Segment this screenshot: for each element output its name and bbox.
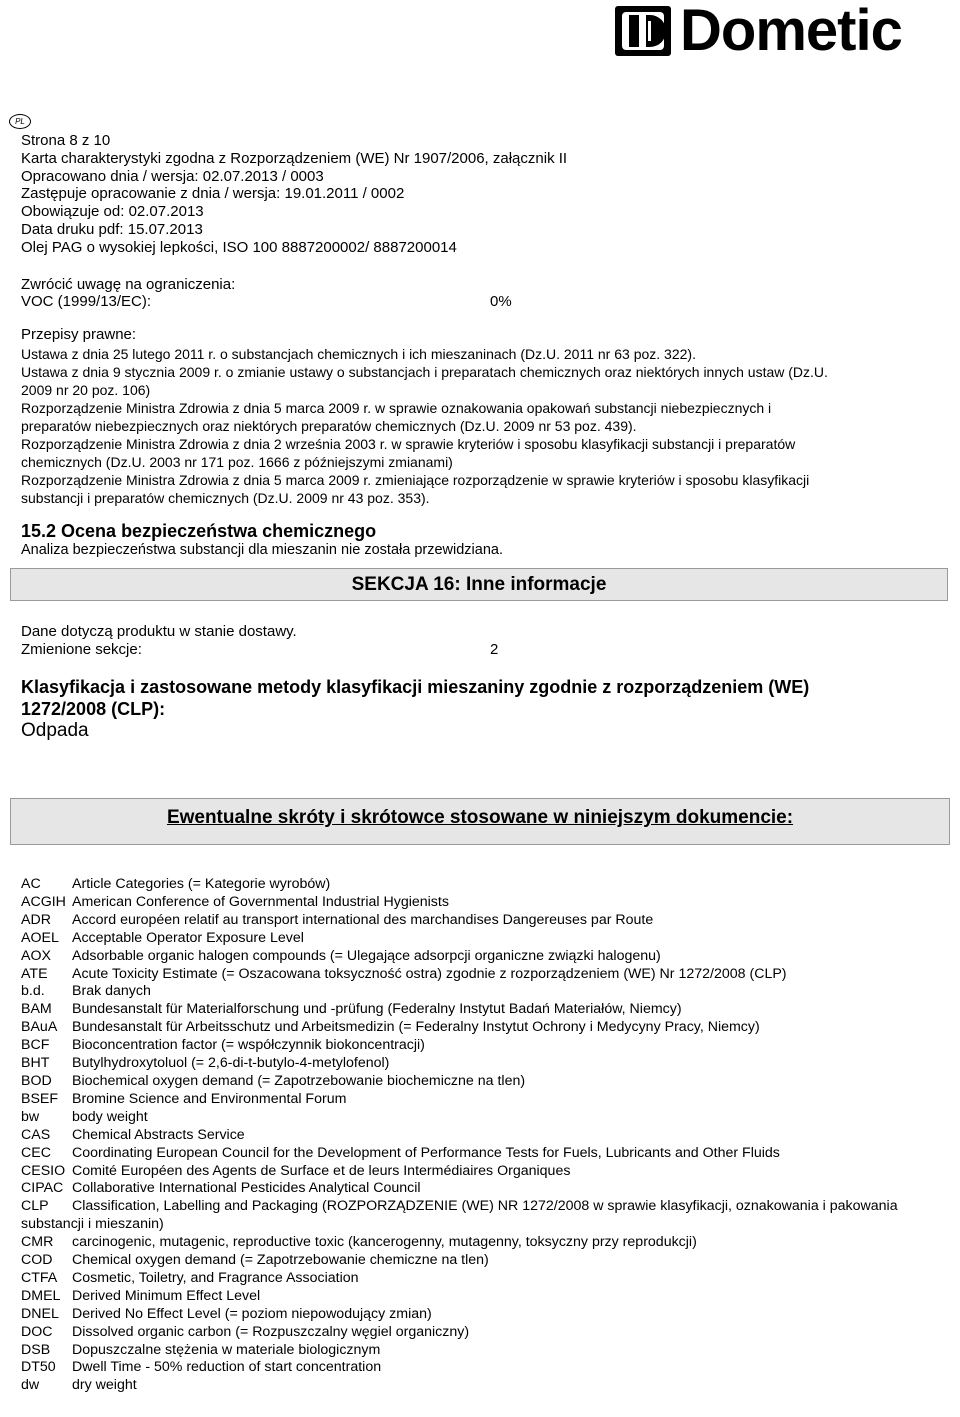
brand-name: Dometic bbox=[680, 0, 902, 63]
regulation-line: 2009 nr 20 poz. 106) bbox=[21, 382, 151, 398]
abbreviation-definition: Bundesanstalt für Materialforschung und -prüfung (Federalny Instytut Badań Materiałów, Niemcy) bbox=[72, 1001, 682, 1018]
abbreviation-term: ADR bbox=[21, 911, 51, 928]
abbreviation-term: CESIO bbox=[21, 1162, 66, 1179]
regulation-line: Rozporządzenie Ministra Zdrowia z dnia 5 marca 2009 r. w sprawie oznakowania opakowań substancji niebezpiecznych i bbox=[21, 400, 772, 416]
regulation-line: Rozporządzenie Ministra Zdrowia z dnia 5 marca 2009 r. zmieniające rozporządzenie w sprawie kryteriów i sposobu klasyfikacji bbox=[21, 472, 810, 488]
abbreviation-definition: Dissolved organic carbon (= Rozpuszczalny węgiel organiczny) bbox=[72, 1323, 470, 1340]
abbreviation-row bbox=[21, 1252, 941, 1270]
abbreviation-definition: Acceptable Operator Exposure Level bbox=[72, 929, 304, 946]
regulation-line: Ustawa z dnia 25 lutego 2011 r. o substancjach chemicznych i ich mieszaninach (Dz.U. 2011 nr 63 poz. 322). bbox=[21, 346, 696, 362]
abbreviation-row bbox=[21, 1109, 941, 1127]
abbreviations-header bbox=[10, 798, 950, 845]
abbreviation-term: AC bbox=[21, 876, 41, 892]
abbreviation-row bbox=[21, 1234, 941, 1252]
voc-label: VOC (1999/13/EC): bbox=[21, 293, 152, 310]
abbreviation-row bbox=[21, 1001, 941, 1019]
valid-from: Obowiązuje od: 02.07.2013 bbox=[21, 203, 204, 221]
abbreviation-definition: Comité Européen des Agents de Surface et de leurs Intermédiaires Organiques bbox=[72, 1162, 571, 1179]
abbreviation-row bbox=[21, 1091, 941, 1109]
abbreviation-definition: Article Categories (= Kategorie wyrobów) bbox=[72, 876, 331, 892]
section-15-2-heading: 15.2 Ocena bezpieczeństwa chemicznego bbox=[21, 521, 377, 541]
abbreviation-term: ACGIH bbox=[21, 893, 66, 910]
regulation-line: Rozporządzenie Ministra Zdrowia z dnia 2 września 2003 r. w sprawie kryteriów i sposobu klasyfikacji substancji i preparatów bbox=[21, 436, 796, 452]
abbreviation-term: BCF bbox=[21, 1037, 50, 1054]
changed-sections-value: 2 bbox=[490, 641, 499, 658]
abbreviation-term: DT50 bbox=[21, 1359, 56, 1376]
regulation-line: chemicznych (Dz.U. 2003 nr 171 poz. 1666 z późniejszymi zmianami) bbox=[21, 454, 453, 470]
restrictions-label: Zwrócić uwagę na ograniczenia: bbox=[21, 276, 236, 293]
abbreviation-term: BAM bbox=[21, 1001, 52, 1018]
abbreviation-term: AOEL bbox=[21, 929, 59, 946]
legal-regulations bbox=[21, 345, 941, 507]
abbreviation-row bbox=[21, 966, 941, 984]
abbreviation-list bbox=[21, 876, 941, 1395]
abbreviation-row bbox=[21, 1359, 941, 1377]
abbreviation-row bbox=[21, 1055, 941, 1073]
abbreviation-term: CIPAC bbox=[21, 1180, 64, 1197]
abbreviation-row bbox=[21, 1270, 941, 1288]
abbreviation-term: BAuA bbox=[21, 1019, 58, 1036]
language-badge: PL bbox=[9, 114, 31, 129]
section-16-header bbox=[10, 568, 948, 601]
abbreviation-row bbox=[21, 1180, 941, 1198]
abbreviation-row bbox=[21, 948, 941, 966]
abbreviation-row bbox=[21, 1324, 941, 1342]
abbreviation-term: BSEF bbox=[21, 1090, 59, 1107]
regulation-line: Ustawa z dnia 9 stycznia 2009 r. o zmianie ustawy o substancjach i preparatach chemicznych oraz niektórych innych ustaw (Dz.U. bbox=[21, 364, 828, 380]
abbreviation-definition: Chemical oxygen demand (= Zapotrzebowanie chemiczne na tlen) bbox=[72, 1252, 489, 1269]
regulation-line: substancji i preparatów chemicznych (Dz.U. 2009 nr 43 poz. 353). bbox=[21, 490, 430, 506]
abbreviation-term: AOX bbox=[21, 947, 51, 964]
abbreviation-term: DNEL bbox=[21, 1305, 59, 1322]
abbreviation-term: dw bbox=[21, 1377, 40, 1394]
abbreviation-definition: Cosmetic, Toiletry, and Fragrance Association bbox=[72, 1269, 359, 1286]
abbreviation-row bbox=[21, 1306, 941, 1324]
product-state-note: Dane dotyczą produktu w stanie dostawy. bbox=[21, 623, 297, 640]
abbreviation-term: ATE bbox=[21, 965, 48, 982]
page-number: Strona 8 z 10 bbox=[21, 132, 111, 149]
abbreviation-term: DOC bbox=[21, 1323, 53, 1340]
abbreviation-row bbox=[21, 1127, 941, 1145]
abbreviation-row bbox=[21, 1342, 941, 1360]
abbreviation-row bbox=[21, 1377, 941, 1395]
abbreviation-row bbox=[21, 876, 941, 894]
abbreviation-definition: Accord européen relatif au transport international des marchandises Dangereuses par Route bbox=[72, 911, 654, 928]
voc-value: 0% bbox=[490, 293, 512, 310]
changed-sections-label: Zmienione sekcje: bbox=[21, 641, 142, 658]
classification-heading-line: Klasyfikacja i zastosowane metody klasyfikacji mieszaniny zgodnie z rozporządzeniem (WE) bbox=[21, 677, 810, 697]
abbreviation-definition: Derived No Effect Level (= poziom niepowodujący zmian) bbox=[72, 1305, 432, 1322]
abbreviation-row bbox=[21, 1037, 941, 1055]
abbreviation-row bbox=[21, 1073, 941, 1091]
abbreviation-definition: Derived Minimum Effect Level bbox=[72, 1287, 261, 1304]
abbreviation-definition: Bromine Science and Environmental Forum bbox=[72, 1090, 347, 1107]
abbreviation-definition: Biochemical oxygen demand (= Zapotrzebowanie biochemiczne na tlen) bbox=[72, 1072, 526, 1089]
abbreviation-definition: Dopuszczalne stężenia w materiale biologicznym bbox=[72, 1341, 381, 1358]
abbreviation-definition: dry weight bbox=[72, 1377, 137, 1394]
abbreviation-term: BOD bbox=[21, 1072, 52, 1089]
product-name: Olej PAG o wysokiej lepkości, ISO 100 8887200002/ 8887200014 bbox=[21, 238, 457, 256]
revision-date: Opracowano dnia / wersja: 02.07.2013 / 0003 bbox=[21, 167, 324, 185]
section-15-2-text: Analiza bezpieczeństwa substancji dla mieszanin nie została przewidziana. bbox=[21, 542, 503, 558]
abbreviation-term: DMEL bbox=[21, 1287, 61, 1304]
legal-label: Przepisy prawne: bbox=[21, 326, 137, 343]
regulation-line: preparatów niebezpiecznych oraz niektórych preparatów chemicznych (Dz.U. 2009 nr 53 poz. 439). bbox=[21, 418, 637, 434]
abbreviation-definition: body weight bbox=[72, 1108, 148, 1125]
abbreviation-term: DSB bbox=[21, 1341, 51, 1358]
abbreviation-row bbox=[21, 1198, 941, 1234]
abbreviation-term: BHT bbox=[21, 1055, 50, 1072]
abbreviations-title: Ewentualne skróty i skrótowce stosowane w niniejszym dokumencie: bbox=[166, 807, 794, 828]
abbreviation-definition: Coordinating European Council for the Development of Performance Tests for Fuels, Lubricants and Other Fluids bbox=[72, 1144, 780, 1161]
abbreviation-row bbox=[21, 912, 941, 930]
company-logo bbox=[612, 0, 960, 63]
abbreviation-definition: Butylhydroxytoluol (= 2,6-di-t-butylo-4-metylofenol) bbox=[72, 1055, 390, 1072]
classification-heading bbox=[21, 676, 809, 720]
abbreviation-definition: Brak danych bbox=[72, 983, 151, 1000]
abbreviation-row bbox=[21, 1163, 941, 1181]
abbreviation-term: CLP bbox=[21, 1198, 49, 1215]
abbreviation-definition: carcinogenic, mutagenic, reproductive toxic (kancerogenny, mutagenny, toksyczny przy reprodukcji) bbox=[72, 1234, 697, 1251]
abbreviation-term: CAS bbox=[21, 1126, 51, 1143]
abbreviation-row bbox=[21, 930, 941, 948]
abbreviation-definition: Bundesanstalt für Arbeitsschutz und Arbeitsmedizin (= Federalny Instytut Ochrony i Medycyny Pracy, Niemcy) bbox=[72, 1019, 760, 1036]
abbreviation-row bbox=[21, 1288, 941, 1306]
abbreviation-term: CTFA bbox=[21, 1269, 58, 1286]
abbreviation-term: COD bbox=[21, 1252, 53, 1269]
abbreviation-definition: Dwell Time - 50% reduction of start concentration bbox=[72, 1359, 382, 1376]
section-16-title: SEKCJA 16: Inne informacje bbox=[351, 574, 607, 595]
abbreviation-row bbox=[21, 983, 941, 1001]
print-date: Data druku pdf: 15.07.2013 bbox=[21, 220, 203, 238]
abbreviation-definition: Bioconcentration factor (= współczynnik biokoncentracji) bbox=[72, 1037, 425, 1054]
abbreviation-definition: Acute Toxicity Estimate (= Oszacowana toksyczność ostra) zgodnie z rozporządzeniem (WE) Nr 1272/2008 (CLP) bbox=[72, 965, 787, 982]
abbreviation-term: CMR bbox=[21, 1234, 54, 1251]
abbreviation-definition: Collaborative International Pesticides Analytical Council bbox=[72, 1180, 421, 1197]
document-header bbox=[21, 132, 567, 257]
dometic-logo-icon bbox=[612, 2, 674, 60]
abbreviation-term: b.d. bbox=[21, 983, 45, 1000]
abbreviation-row bbox=[21, 1145, 941, 1163]
document-type: Karta charakterystyki zgodna z Rozporządzeniem (WE) Nr 1907/2006, załącznik II bbox=[21, 149, 568, 167]
abbreviation-definition: Adsorbable organic halogen compounds (= Ulegające adsorpcji organiczne związki halogenu) bbox=[72, 947, 661, 964]
classification-value: Odpada bbox=[21, 720, 89, 741]
abbreviation-definition: Classification, Labelling and Packaging (ROZPORZĄDZENIE (WE) NR 1272/2008 w sprawie klasyfikacji, oznakowania i pakowania substancji i mieszanin) bbox=[21, 1198, 898, 1233]
abbreviation-row bbox=[21, 894, 941, 912]
abbreviation-row bbox=[21, 1019, 941, 1037]
abbreviation-definition: Chemical Abstracts Service bbox=[72, 1126, 245, 1143]
classification-heading-line: 1272/2008 (CLP): bbox=[21, 699, 166, 719]
abbreviation-definition: American Conference of Governmental Industrial Hygienists bbox=[72, 893, 449, 910]
replaces-revision: Zastępuje opracowanie z dnia / wersja: 19.01.2011 / 0002 bbox=[21, 185, 405, 203]
abbreviation-term: CEC bbox=[21, 1144, 51, 1161]
abbreviation-term: bw bbox=[21, 1108, 40, 1125]
